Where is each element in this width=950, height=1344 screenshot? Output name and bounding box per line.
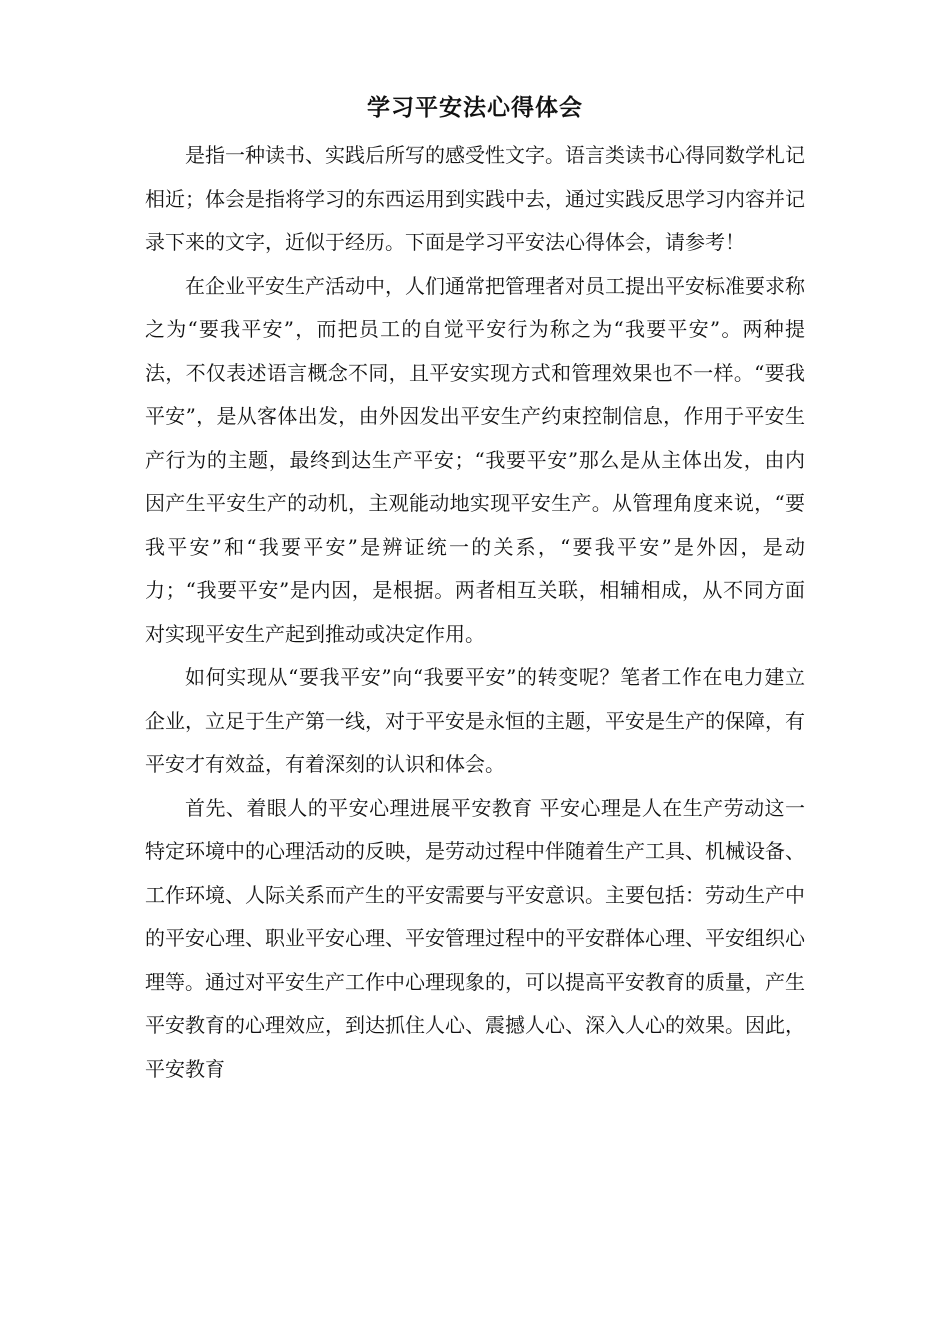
paragraph-intro: 是指一种读书、实践后所写的感受性文字。语言类读书心得同数学札记相近；体会是指将学习的东西运用到实践中去，通过实践反思学习内容并记录下来的文字，近似于经历。下面是学习平安法心得体会，请参考！ [145,143,805,254]
document-title: 学习平安法心得体会 [367,94,583,121]
document-body [145,90,805,1091]
paragraph-safety-concepts: 在企业平安生产活动中，人们通常把管理者对员工提出平安标准要求称之为“要我平安”，而把员工的自觉平安行为称之为“我要平安”。两种提法，不仅表述语言概念不同，且平安实现方式和管理效果也不一样。“要我平安”，是从客体出发，由外因发出平安生产约束控制信息，作用于平安生产行为的主题，最终到达生产平安；“我要平安”那么是从主体出发，由内因产生平安生产的动机，主观能动地实现平安生产。从管理角度来说，“要我平安”和“我要平安”是辨证统一的关系，“要我平安”是外因，是动力；“我要平安”是内因，是根据。两者相互关联，相辅相成，从不同方面对实现平安生产起到推动或决定作用。 [145,273,805,646]
paragraph-safety-psychology: 首先、着眼人的平安心理进展平安教育 平安心理是人在生产劳动这一特定环境中的心理活动的反映，是劳动过程中伴随着生产工具、机械设备、工作环境、人际关系而产生的平安需要与平安意识。主要包括：劳动生产中的平安心理、职业平安心理、平安管理过程中的平安群体心理、平安组织心理等。通过对平安生产工作中心理现象的，可以提高平安教育的质量，产生平安教育的心理效应，到达抓住人心、震撼人心、深入人心的效果。因此，平安教育 [145,795,805,1081]
paragraph-transformation: 如何实现从“要我平安”向“我要平安”的转变呢？笔者工作在电力建立企业，立足于生产第一线，对于平安是永恒的主题，平安是生产的保障，有平安才有效益，有着深刻的认识和体会。 [145,665,805,776]
